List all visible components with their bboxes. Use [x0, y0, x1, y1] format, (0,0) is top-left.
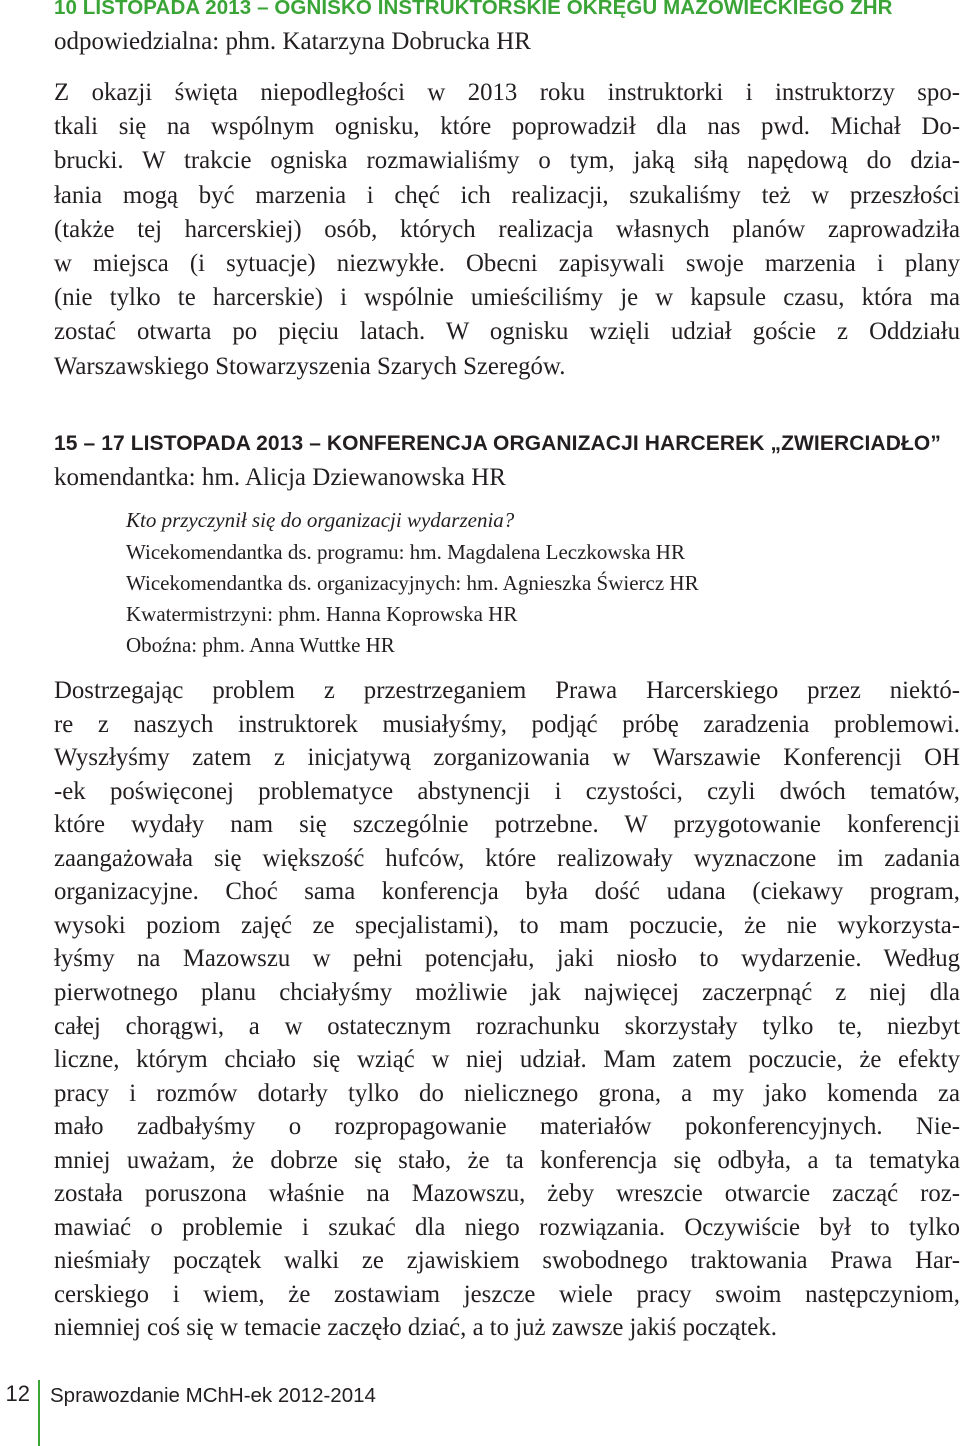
paragraph-line: brucki. W trakcie ogniska rozmawialiśmy o tym, jaką siłą napędową do dzia-: [54, 147, 960, 175]
paragraph-line: w miejsca (i sytuacje) niezwykłe. Obecni zapisywali swoje marzenia i plany: [54, 250, 960, 277]
footer-divider: [38, 1380, 40, 1446]
paragraph-line: nieśmiały początek walki ze zjawiskiem swobodnego traktowania Prawa Har-: [54, 1247, 960, 1275]
paragraph-line: łyśmy na Mazowszu w pełni potencjału, jaki niosło to wydarzenie. Według: [54, 945, 960, 973]
team-member: Wicekomendantka ds. programu: hm. Magdalena Leczkowska HR: [126, 540, 685, 564]
team-question: Kto przyczynił się do organizacji wydarzenia?: [126, 508, 515, 532]
paragraph-line: zostać otwarta po pięciu latach. W ognisku wzięli udział goście z Oddziału: [54, 318, 960, 346]
paragraph-line: organizacyjne. Choć sama konferencja była dość udana (ciekawy program,: [54, 878, 960, 906]
paragraph-line: (nie tylko te harcerskie) i wspólnie umieściliśmy je w kapsule czasu, która ma: [54, 284, 960, 312]
paragraph-line: -ek poświęconej problematyce abstynencji i czystości, czyli dwóch tematów,: [54, 777, 960, 805]
paragraph-line: mniej uważam, że dobrze się stało, że ta konferencja się odbyła, a ta tematyka: [54, 1146, 960, 1174]
paragraph-line: mawiać o problemie i szukać dla niego rozwiązania. Oczywiście był to tylko: [54, 1213, 960, 1241]
page-number: 12: [5, 1381, 30, 1406]
paragraph-line: cerskiego i wiem, że zostawiam jeszcze wiele pracy swoim następczyniom,: [54, 1280, 960, 1308]
paragraph-line: całej chorągwi, a w ostatecznym rozrachunku skorzystały tylko te, niezbyt: [54, 1012, 960, 1040]
paragraph-line: wysoki poziom zajęć ze specjalistami), to mam poczucie, że nie wykorzysta-: [54, 911, 960, 939]
paragraph-line: mało zadbałyśmy o rozpropagowanie materiałów pokonferencyjnych. Nie-: [54, 1113, 960, 1141]
paragraph-line: Z okazji święta niepodległości w 2013 roku instruktorki i instruktorzy spo-: [54, 79, 960, 106]
paragraph-line: łania mogą być marzenia i chęć ich realizacji, szukaliśmy też w przeszłości: [54, 181, 960, 209]
footer-title: Sprawozdanie MChH-ek 2012-2014: [50, 1384, 376, 1407]
section2-heading: 15 – 17 LISTOPADA 2013 – KONFERENCJA ORGANIZACJI HARCEREK „ZWIERCIADŁO”: [54, 432, 941, 455]
paragraph-line: re z naszych instruktorek musiałyśmy, podjąć próbę zaradzenia problemowi.: [54, 710, 960, 738]
paragraph-line: pracy i rozmów dotarły tylko do nielicznego grona, a my jako komenda za: [54, 1079, 960, 1107]
section1-responsible: odpowiedzialna: phm. Katarzyna Dobrucka HR: [54, 28, 531, 55]
paragraph-line: tkali się na wspólnym ognisku, które poprowadził dla nas pwd. Michał Do-: [54, 113, 960, 141]
section1-heading: 10 LISTOPADA 2013 – OGNISKO INSTRUKTORSKIE OKRĘGU MAZOWIECKIEGO ZHR: [54, 0, 893, 19]
team-member: Wicekomendantka ds. organizacyjnych: hm. Agnieszka Świercz HR: [126, 571, 699, 595]
section2-commander: komendantka: hm. Alicja Dziewanowska HR: [54, 464, 506, 491]
paragraph-line: pierwotnego planu chciałyśmy możliwie jak najwięcej zaczerpnąć z niej dla: [54, 978, 960, 1006]
paragraph-line: Warszawskiego Stowarzyszenia Szarych Szeregów.: [54, 352, 566, 380]
paragraph-line: zaangażowała się większość hufców, które realizowały wyznaczone im zadania: [54, 844, 960, 872]
paragraph-line: Wyszłyśmy zatem z inicjatywą zorganizowania w Warszawie Konferencji OH: [54, 744, 960, 772]
paragraph-line: które wydały nam się szczególnie potrzebne. W przygotowanie konferencji: [54, 811, 960, 839]
paragraph-line: (także tej harcerskiej) osób, których realizacja własnych planów zaprowadziła: [54, 215, 960, 243]
paragraph-line: liczne, którym chciało się wziąć w niej udział. Mam zatem poczucie, że efekty: [54, 1046, 960, 1074]
paragraph-line: została poruszona właśnie na Mazowszu, żeby wreszcie otwarcie zacząć roz-: [54, 1180, 960, 1208]
team-member: Oboźna: phm. Anna Wuttke HR: [126, 633, 395, 657]
paragraph-line: Dostrzegając problem z przestrzeganiem Prawa Harcerskiego przez niektó-: [54, 677, 960, 704]
paragraph-line: niemniej coś się w temacie zaczęło dziać, a to już zawsze jakiś początek.: [54, 1314, 777, 1342]
team-member: Kwatermistrzyni: phm. Hanna Koprowska HR: [126, 602, 518, 626]
